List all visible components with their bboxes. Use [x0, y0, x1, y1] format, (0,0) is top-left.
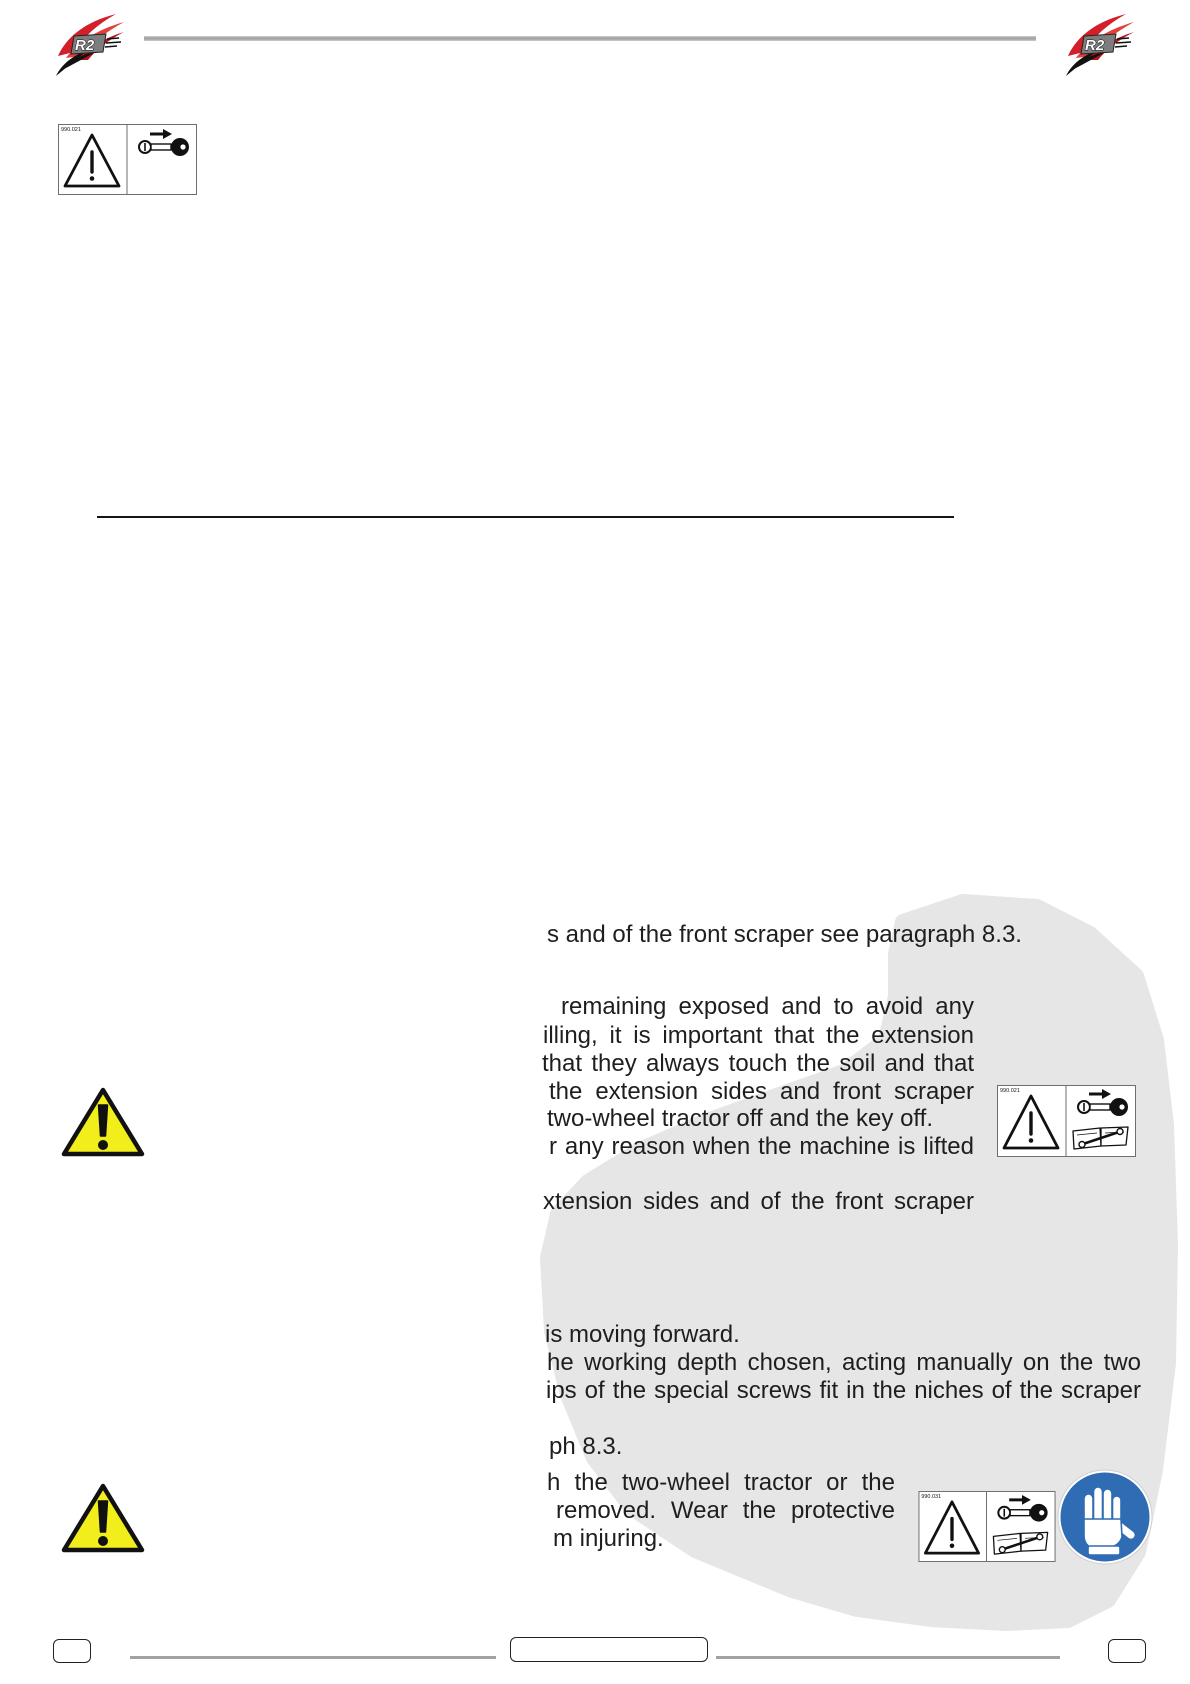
safety-text-line: r any reason when the machine is lifted [549, 1133, 974, 1160]
r2-logo-right [1064, 12, 1136, 78]
footer-rule-left [130, 1656, 496, 1659]
safety-text-line: illing, it is important that the extension [543, 1022, 974, 1049]
safety-text-line: remaining exposed and to avoid any [561, 993, 974, 1020]
footer-center-box [510, 1637, 708, 1662]
safety-pictogram-bottom [918, 1491, 1056, 1562]
manual-icon [1073, 1127, 1128, 1149]
warning-sign-yellow [60, 1481, 146, 1555]
warning-sign-yellow [60, 1085, 146, 1159]
safety-pictogram-top [58, 124, 197, 195]
adjustment-text-line: is moving forward. [545, 1321, 740, 1348]
section-rule [97, 516, 954, 518]
header-rule [144, 36, 1036, 41]
pictogram-code: 990.021 [1000, 1088, 1020, 1094]
logo-text: R2 [75, 37, 95, 54]
pictogram-code: 990.021 [61, 127, 81, 133]
safety-text-line: two-wheel tractor off and the key off. [547, 1105, 933, 1132]
footer-page-box-right [1108, 1639, 1146, 1663]
extension-text-line: xtension sides and of the front scraper [543, 1188, 974, 1215]
r2-logo-left [54, 12, 126, 78]
footer-page-box-left [53, 1639, 91, 1663]
protective-gloves-sign [1057, 1469, 1153, 1565]
footer-rule-right [716, 1656, 1060, 1659]
adjustment-text-line: ips of the special screws fit in the niches of the scraper [546, 1377, 1141, 1404]
pictogram-code: 990.031 [921, 1493, 941, 1500]
paragraph-reference-text: s and of the front scraper see paragraph 8.3. [547, 921, 1022, 948]
safety-text-line: the extension sides and front scraper [549, 1078, 974, 1105]
protection-text-line: m injuring. [553, 1525, 664, 1552]
protection-text-line: removed. Wear the protective [556, 1497, 895, 1524]
manual-icon [993, 1532, 1047, 1554]
safety-pictogram-middle [997, 1085, 1136, 1157]
logo-text: R2 [1085, 37, 1105, 54]
safety-text-line: that they always touch the soil and that [542, 1050, 974, 1077]
adjustment-text-line: he working depth chosen, acting manually on the two [547, 1349, 1141, 1376]
protection-text-line: h the two-wheel tractor or the [547, 1469, 895, 1496]
reference-text-line: ph 8.3. [549, 1433, 623, 1460]
